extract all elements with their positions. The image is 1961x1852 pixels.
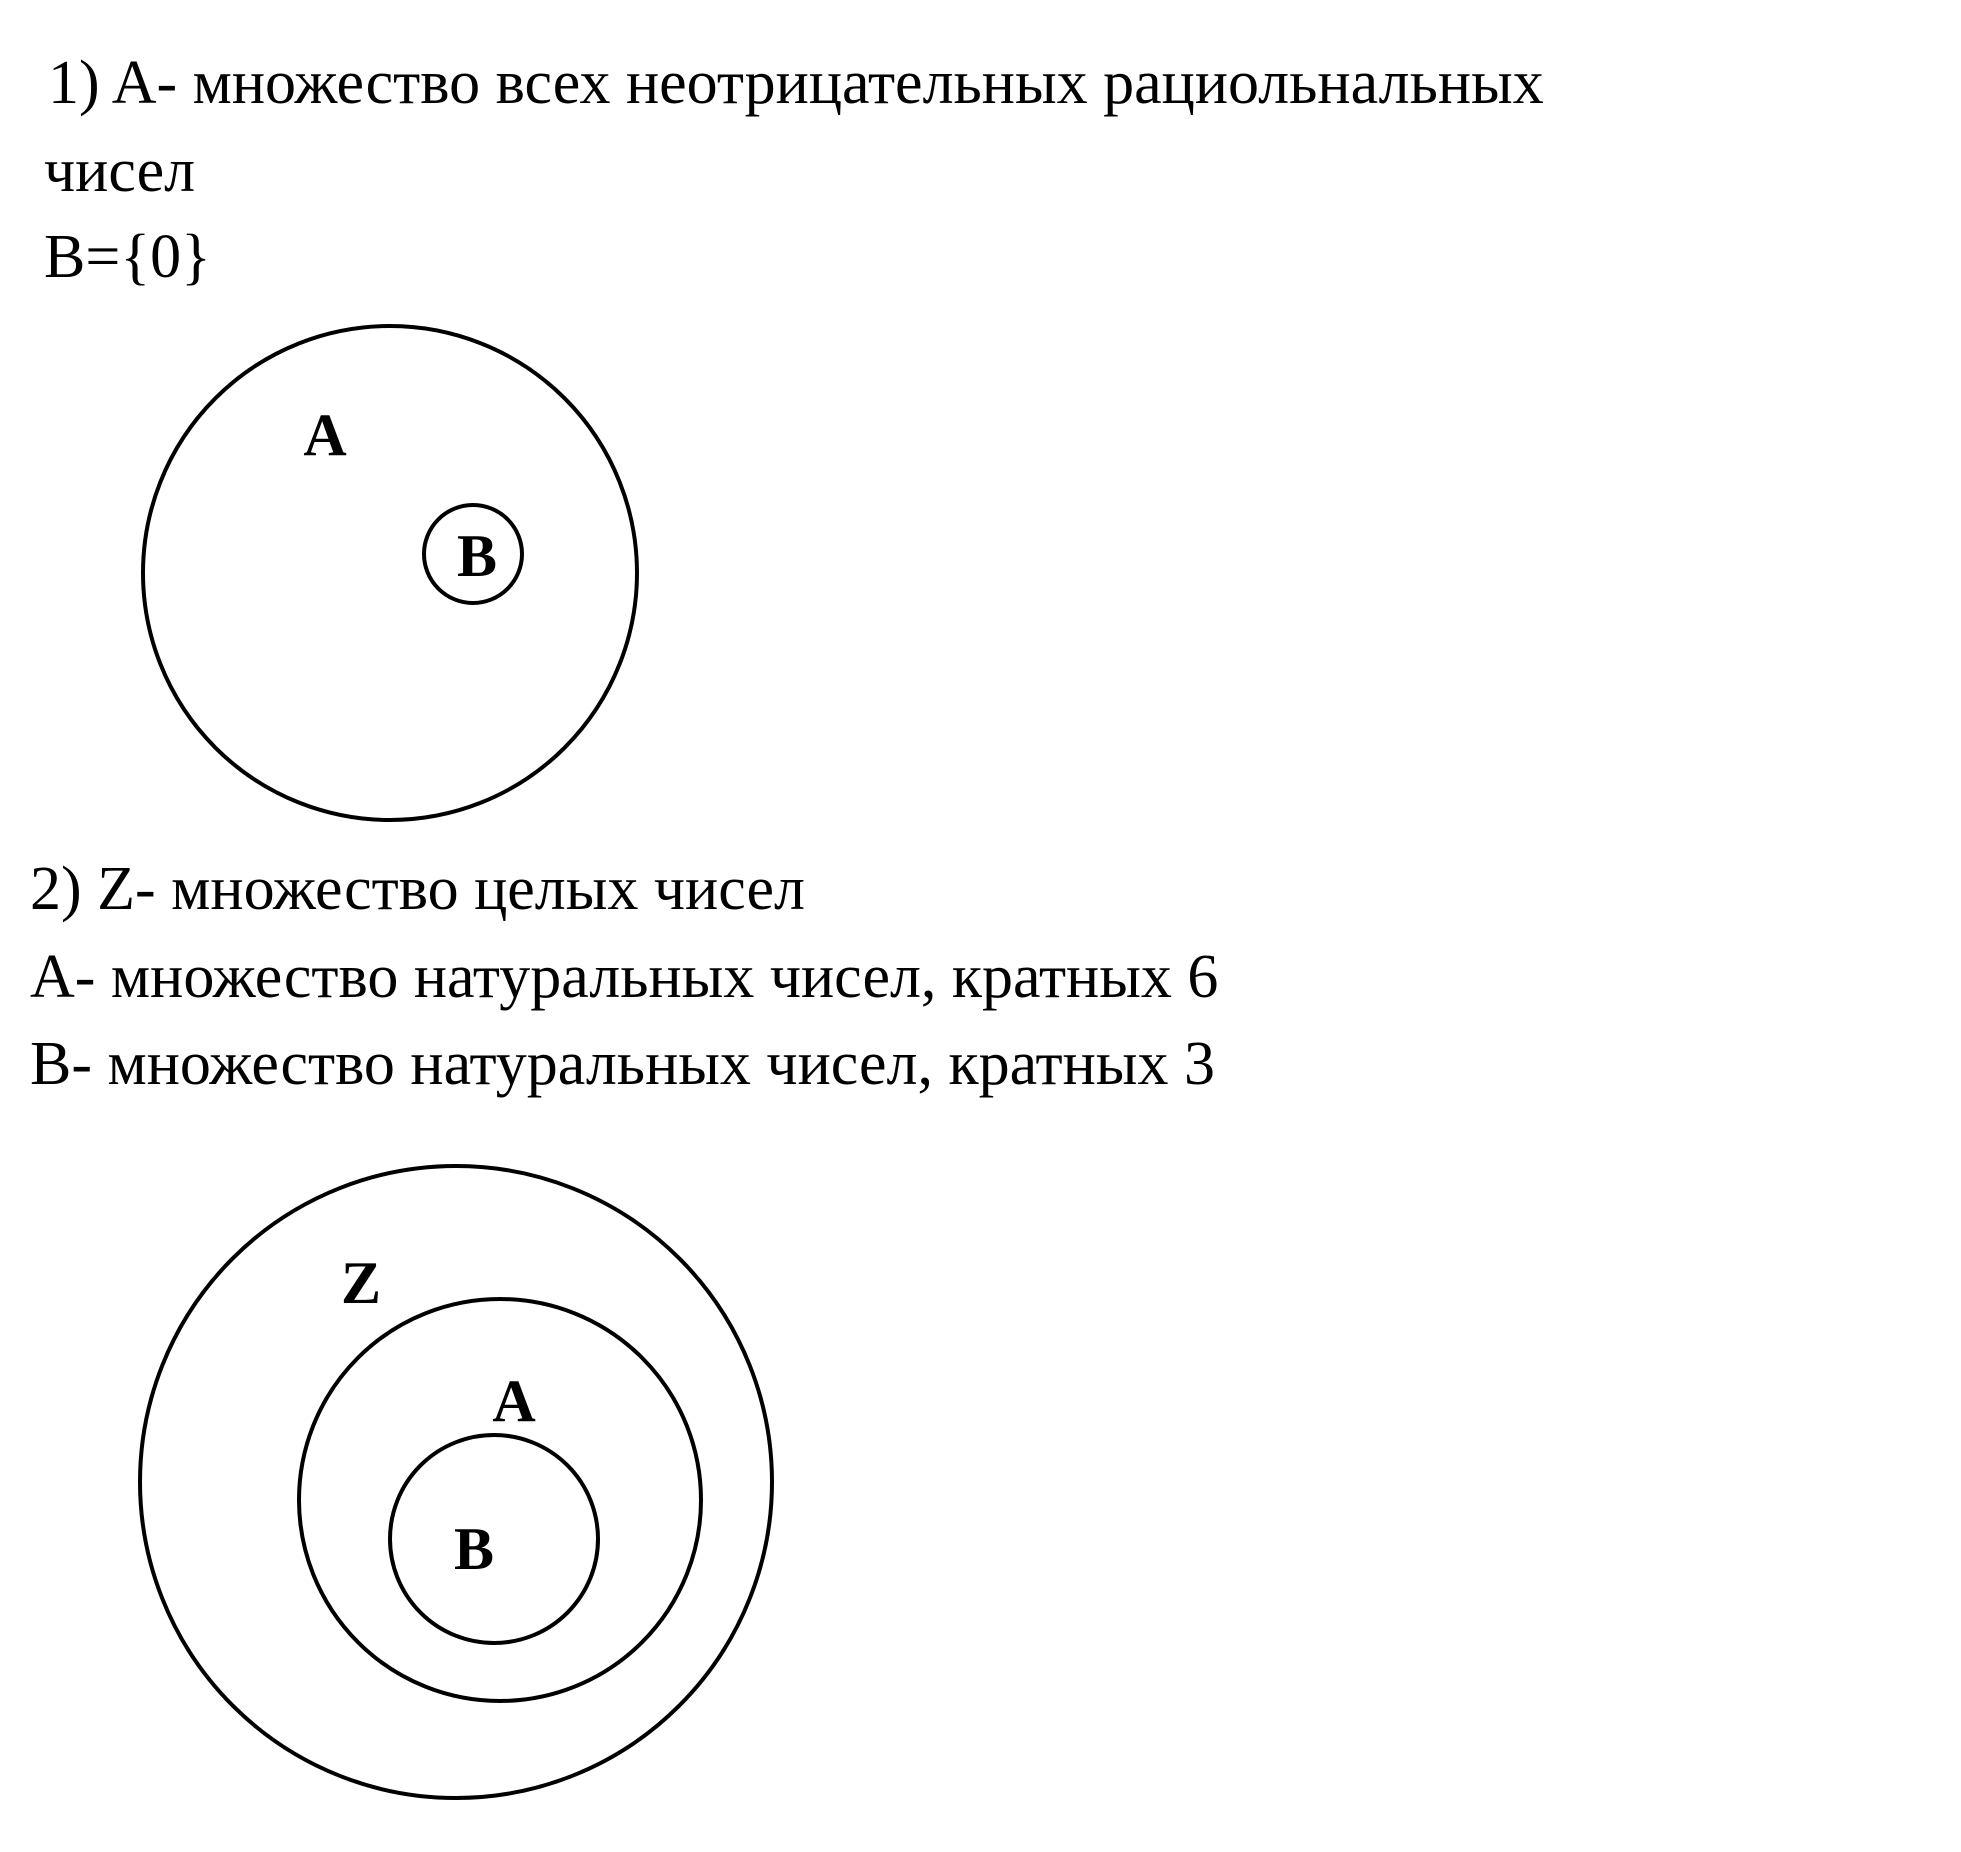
section1-definition-b: B={0} xyxy=(44,223,211,291)
section2-definition-z: 2) Z- множество целых чисел xyxy=(30,855,805,923)
set-z-circle xyxy=(140,1166,772,1798)
set-a-label: A xyxy=(303,402,347,468)
diagram-2 xyxy=(140,1166,772,1798)
diagram-1 xyxy=(143,326,637,820)
section2-definition-b: B- множество натуральных чисел, кратных 3 xyxy=(30,1030,1215,1098)
section1-definition-a-continued: чисел xyxy=(44,137,196,205)
section2-definition-a: A- множество натуральных чисел, кратных 6 xyxy=(30,943,1219,1011)
set-a-label-2: A xyxy=(492,1368,536,1434)
set-z-label: Z xyxy=(340,1250,382,1316)
set-a-circle-2 xyxy=(299,1299,701,1701)
set-b-label-2: B xyxy=(453,1516,495,1582)
set-a-circle xyxy=(143,326,637,820)
set-b-label: B xyxy=(456,523,498,589)
section1-definition-a: 1) A- множество всех неотрицательных рациольнальных xyxy=(48,49,1544,117)
